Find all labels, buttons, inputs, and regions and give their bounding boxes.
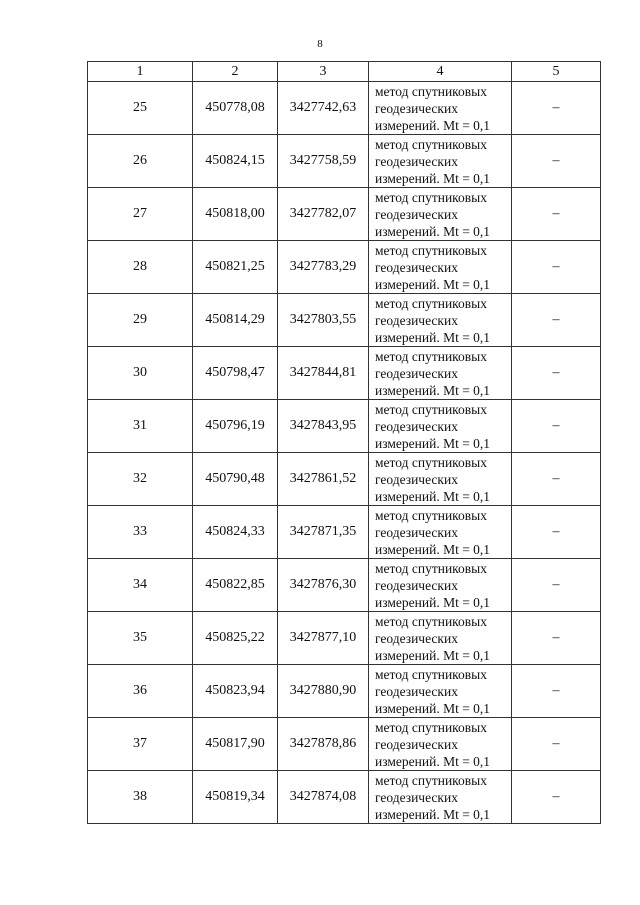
x-coordinate-cell: 450790,48 [193,453,278,506]
x-coordinate-cell: 450819,34 [193,771,278,824]
method-cell: метод спутниковых геодезических измерений. Mt = 0,1 [369,453,512,506]
column-header-4: 4 [369,62,512,82]
y-coordinate-cell: 3427758,59 [278,135,369,188]
accuracy-note-cell: – [512,506,601,559]
table-row [88,188,601,241]
y-coordinate-cell: 3427803,55 [278,294,369,347]
y-coordinate-cell: 3427874,08 [278,771,369,824]
y-coordinate-cell: 3427843,95 [278,400,369,453]
table-row [88,82,601,135]
method-cell: метод спутниковых геодезических измерений. Mt = 0,1 [369,347,512,400]
point-number-cell: 30 [88,347,193,400]
point-number-cell: 32 [88,453,193,506]
x-coordinate-cell: 450817,90 [193,718,278,771]
column-header-3: 3 [278,62,369,82]
table-row [88,718,601,771]
accuracy-note-cell: – [512,665,601,718]
table-header [88,62,601,82]
accuracy-note-cell: – [512,188,601,241]
y-coordinate-cell: 3427783,29 [278,241,369,294]
y-coordinate-cell: 3427861,52 [278,453,369,506]
method-cell: метод спутниковых геодезических измерений. Mt = 0,1 [369,506,512,559]
table-row [88,453,601,506]
y-coordinate-cell: 3427871,35 [278,506,369,559]
x-coordinate-cell: 450824,15 [193,135,278,188]
column-header-5: 5 [512,62,601,82]
method-cell: метод спутниковых геодезических измерений. Mt = 0,1 [369,718,512,771]
table-body [88,82,601,824]
accuracy-note-cell: – [512,612,601,665]
accuracy-note-cell: – [512,241,601,294]
x-coordinate-cell: 450824,33 [193,506,278,559]
x-coordinate-cell: 450814,29 [193,294,278,347]
coordinates-table [87,61,601,824]
column-header-2: 2 [193,62,278,82]
accuracy-note-cell: – [512,294,601,347]
point-number-cell: 35 [88,612,193,665]
accuracy-note-cell: – [512,718,601,771]
y-coordinate-cell: 3427742,63 [278,82,369,135]
method-cell: метод спутниковых геодезических измерений. Mt = 0,1 [369,400,512,453]
point-number-cell: 36 [88,665,193,718]
y-coordinate-cell: 3427876,30 [278,559,369,612]
table-row [88,506,601,559]
x-coordinate-cell: 450823,94 [193,665,278,718]
x-coordinate-cell: 450825,22 [193,612,278,665]
table-row [88,771,601,824]
method-cell: метод спутниковых геодезических измерений. Mt = 0,1 [369,241,512,294]
x-coordinate-cell: 450796,19 [193,400,278,453]
x-coordinate-cell: 450821,25 [193,241,278,294]
method-cell: метод спутниковых геодезических измерений. Mt = 0,1 [369,559,512,612]
table-row [88,135,601,188]
table-row [88,400,601,453]
point-number-cell: 34 [88,559,193,612]
accuracy-note-cell: – [512,135,601,188]
accuracy-note-cell: – [512,347,601,400]
point-number-cell: 38 [88,771,193,824]
x-coordinate-cell: 450778,08 [193,82,278,135]
point-number-cell: 33 [88,506,193,559]
y-coordinate-cell: 3427782,07 [278,188,369,241]
point-number-cell: 29 [88,294,193,347]
y-coordinate-cell: 3427878,86 [278,718,369,771]
table-row [88,241,601,294]
point-number-cell: 31 [88,400,193,453]
accuracy-note-cell: – [512,453,601,506]
y-coordinate-cell: 3427880,90 [278,665,369,718]
column-header-1: 1 [88,62,193,82]
point-number-cell: 28 [88,241,193,294]
header-row [88,62,601,82]
point-number-cell: 25 [88,82,193,135]
accuracy-note-cell: – [512,771,601,824]
accuracy-note-cell: – [512,82,601,135]
method-cell: метод спутниковых геодезических измерений. Mt = 0,1 [369,135,512,188]
point-number-cell: 26 [88,135,193,188]
table-row [88,559,601,612]
table-row [88,294,601,347]
method-cell: метод спутниковых геодезических измерений. Mt = 0,1 [369,612,512,665]
x-coordinate-cell: 450798,47 [193,347,278,400]
page-number: 8 [317,38,323,50]
y-coordinate-cell: 3427877,10 [278,612,369,665]
x-coordinate-cell: 450822,85 [193,559,278,612]
table-row [88,347,601,400]
x-coordinate-cell: 450818,00 [193,188,278,241]
method-cell: метод спутниковых геодезических измерений. Mt = 0,1 [369,188,512,241]
point-number-cell: 37 [88,718,193,771]
method-cell: метод спутниковых геодезических измерений. Mt = 0,1 [369,665,512,718]
accuracy-note-cell: – [512,559,601,612]
point-number-cell: 27 [88,188,193,241]
method-cell: метод спутниковых геодезических измерений. Mt = 0,1 [369,82,512,135]
accuracy-note-cell: – [512,400,601,453]
method-cell: метод спутниковых геодезических измерений. Mt = 0,1 [369,294,512,347]
y-coordinate-cell: 3427844,81 [278,347,369,400]
method-cell: метод спутниковых геодезических измерений. Mt = 0,1 [369,771,512,824]
table-row [88,612,601,665]
table-row [88,665,601,718]
